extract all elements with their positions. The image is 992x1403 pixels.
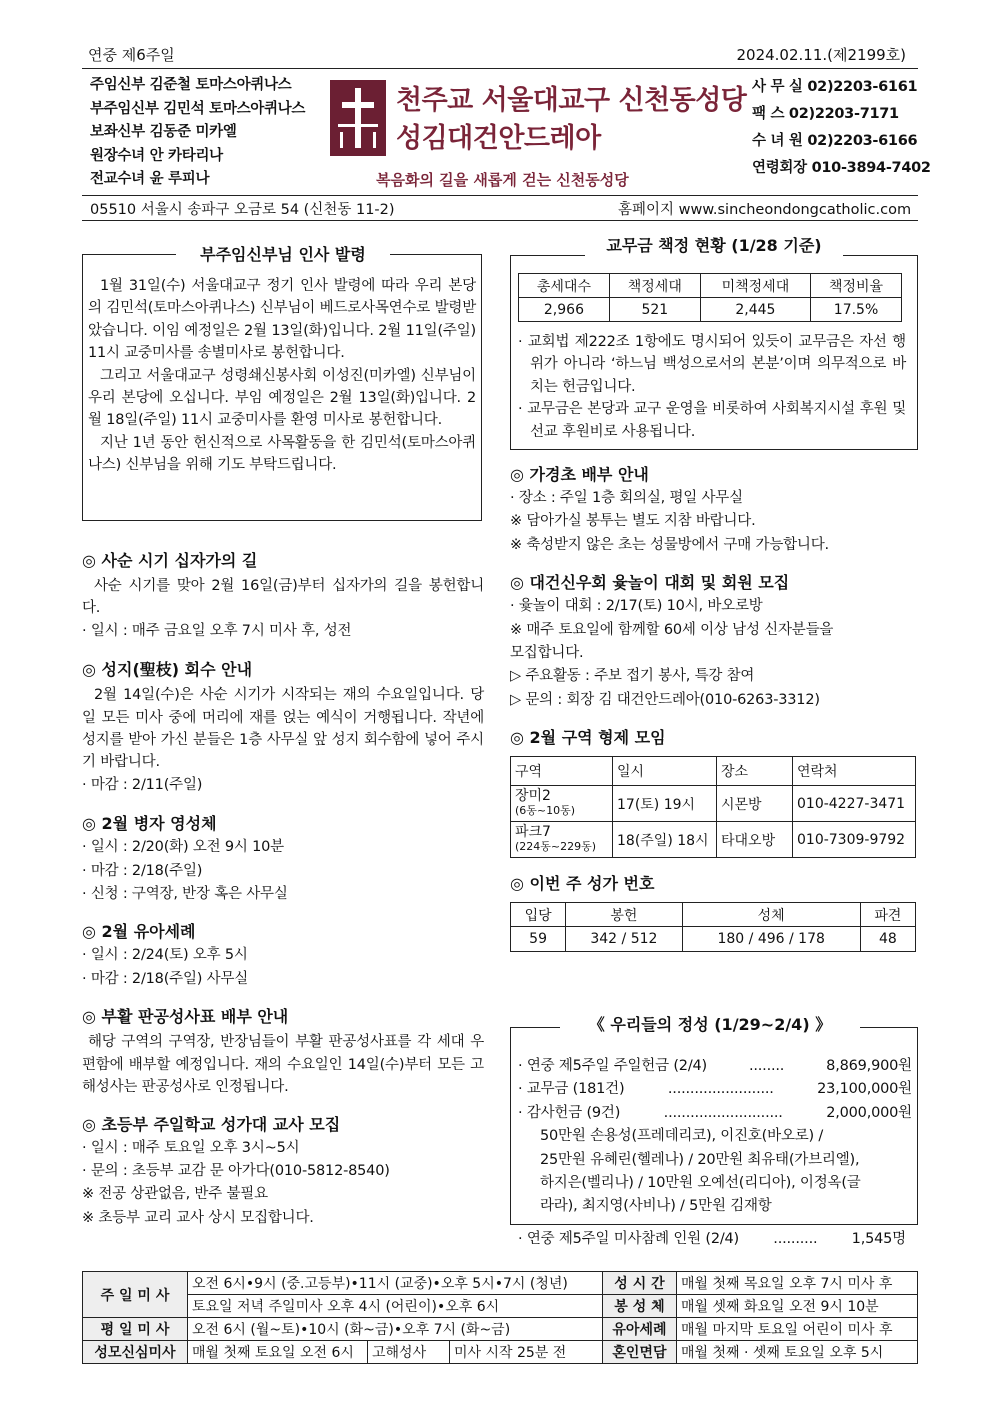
attendance-label: · 연중 제5주일 미사참례 인원 (2/4) xyxy=(518,1231,740,1247)
parish-title: 천주교 서울대교구 신천동성당 xyxy=(396,85,747,116)
district-area xyxy=(511,786,613,822)
yut-section xyxy=(510,571,920,712)
address: 05510 서울시 송파구 오금로 54 (신천동 11-2) xyxy=(90,202,395,218)
infant-baptism-label: 유아세례 xyxy=(602,1318,676,1341)
easter-confession-section xyxy=(82,1005,484,1098)
hymn-number: 48 xyxy=(860,927,915,952)
district-place: 시몬방 xyxy=(717,786,793,822)
attendance-line xyxy=(518,1228,906,1251)
palms-section xyxy=(82,658,484,797)
section-item: · 일시 : 매주 금요일 오후 7시 미사 후, 성전 xyxy=(82,622,352,639)
district-table xyxy=(510,756,916,858)
section-title: ◎ 대건신우회 윷놀이 대회 및 회원 모집 xyxy=(510,573,790,593)
divider xyxy=(82,220,918,221)
offering-line xyxy=(518,1055,912,1078)
staff-assistant: 보좌신부 김동준 미카엘 xyxy=(90,124,237,140)
section-title: ◎ 이번 주 성가 번호 xyxy=(510,874,655,894)
hymn-table xyxy=(510,902,916,952)
marriage-times: 매월 첫째 · 셋째 토요일 오후 5시 xyxy=(676,1341,917,1364)
adoration-label: 봉 성 체 xyxy=(602,1295,676,1318)
section-item: · 윷놀이 대회 : 2/17(토) 10시, 바오로방 xyxy=(510,598,763,615)
hymn-header: 파견 xyxy=(860,903,915,927)
contact-funeral: 연령회장 010-3894-7402 xyxy=(752,160,931,176)
week-label: 연중 제6주일 xyxy=(88,46,175,64)
offerings-list xyxy=(518,1055,912,1219)
dues-table xyxy=(518,273,902,322)
district-header: 연락처 xyxy=(793,757,916,786)
dues-header: 미책정세대 xyxy=(700,274,810,298)
section-title: ◎ 2월 구역 형제 모임 xyxy=(510,728,666,748)
saturday-vigil-times: 토요일 저녁 주일미사 오후 4시 (어린이)•오후 6시 xyxy=(188,1295,603,1318)
district-time: 17(토) 19시 xyxy=(613,786,717,822)
offering-dots: ........ xyxy=(748,1058,785,1074)
section-item: ▷ 문의 : 회장 김 대건안드레아(010-6263-3312) xyxy=(510,691,820,708)
district-time: 18(주일) 18시 xyxy=(613,822,717,858)
offerings-title: 《 우리들의 정성 (1/29~2/4) 》 xyxy=(560,1013,860,1037)
right-column xyxy=(510,463,920,952)
section-item: · 신청 : 구역장, 반장 혹은 사무실 xyxy=(82,886,288,903)
district-area xyxy=(511,822,613,858)
marian-mass-times: 매월 첫째 토요일 오전 6시 xyxy=(188,1341,368,1364)
district-place: 타대오방 xyxy=(717,822,793,858)
section-item: ※ 축성받지 않은 초는 성물방에서 구매 가능합니다. xyxy=(510,536,829,553)
stations-section xyxy=(82,549,484,643)
district-header: 장소 xyxy=(717,757,793,786)
section-title: ◎ 초등부 주일학교 성가대 교사 모집 xyxy=(82,1114,341,1134)
section-title: ◎ 2월 유아세례 xyxy=(82,922,196,942)
staff-pastor: 주임신부 김준철 토마스아퀴나스 xyxy=(90,77,292,93)
confession-label: 고해성사 xyxy=(368,1341,450,1364)
staff-associate: 부주임신부 김민석 토마스아퀴나스 xyxy=(90,100,306,117)
district-header: 일시 xyxy=(613,757,717,786)
attendance-amount: 1,545명 xyxy=(851,1231,906,1247)
hymn-number: 59 xyxy=(511,927,566,952)
section-item: · 장소 : 주일 1층 회의실, 평일 사무실 xyxy=(510,490,743,506)
district-phone: 010-4227-3471 xyxy=(793,786,916,822)
issue-date: 2024.02.11.(제2199호) xyxy=(736,46,906,64)
marian-mass-label: 성모신심미사 xyxy=(83,1341,188,1364)
hymn-header: 봉헌 xyxy=(566,903,682,927)
offering-amount: 8,869,900원 xyxy=(826,1058,912,1074)
staff-head-sister: 원장수녀 안 카타리나 xyxy=(90,147,223,164)
dues-title: 교무금 책정 현황 (1/28 기준) xyxy=(585,234,843,258)
homepage-link[interactable]: 홈페이지 www.sincheondongcatholic.com xyxy=(618,202,912,218)
sunday-mass-label: 주 일 미 사 xyxy=(83,1272,188,1318)
parish-slogan: 복음화의 길을 새롭게 걷는 신천동성당 xyxy=(376,171,629,189)
dues-header: 책정세대 xyxy=(609,274,700,298)
hymn-header: 성체 xyxy=(682,903,860,927)
infant-baptism-section xyxy=(82,920,484,991)
dues-value: 17.5% xyxy=(811,298,902,322)
section-item: · 문의 : 초등부 교감 문 아가다(010-5812-8540) xyxy=(82,1162,390,1179)
section-item: ※ 매주 토요일에 함께할 60세 이상 남성 신자분들을 xyxy=(510,621,834,638)
area-range: (224동~229동) xyxy=(515,840,597,854)
dues-value: 2,966 xyxy=(519,298,610,322)
section-title: ◎ 부활 판공성사표 배부 안내 xyxy=(82,1007,289,1027)
section-body: 해당 구역의 구역장, 반장님들이 부활 판공성사표를 각 세대 우편함에 배부할 예정입니다. 재의 수요일인 14일(수)부터 모든 고해성사는 판공성사로 인정됩니다. xyxy=(82,1034,484,1096)
adoration-times: 매월 셋째 화요일 오전 9시 10분 xyxy=(676,1295,917,1318)
section-body: 2월 14일(수)은 사순 시기가 시작되는 재의 수요일입니다. 당일 모든 미사 중에 머리에 재를 얹는 예식이 거행됩니다. 작년에 성지를 받아 가신 분들은 1층 사무실 앞 성지 회수함에 넣어 주시기 바랍니다. xyxy=(82,687,484,771)
offering-dots: ........................ xyxy=(667,1081,774,1098)
section-item: · 마감 : 2/18(주일) 사무실 xyxy=(82,970,249,987)
area-name: 장미2 xyxy=(515,788,551,805)
candle-section xyxy=(510,463,920,557)
section-item: · 일시 : 2/24(토) 오후 5시 xyxy=(82,947,248,964)
section-item: ▷ 주요활동 : 주보 접기 봉사, 특강 참여 xyxy=(510,668,755,685)
dues-value: 2,445 xyxy=(700,298,810,322)
divider xyxy=(82,195,918,196)
donor-line: 라라), 최지영(사비나) / 5만원 김재항 xyxy=(540,1198,772,1215)
appointment-paragraph: 지난 1년 동안 헌신적으로 사목활동을 한 김민석(토마스아퀴나스) 신부님을 위해 기도 부탁드립니다. xyxy=(88,434,476,474)
left-column xyxy=(82,549,484,1230)
section-item: · 일시 : 2/20(화) 오전 9시 10분 xyxy=(82,839,284,856)
section-item: ※ 초등부 교리 교사 상시 모집합니다. xyxy=(82,1209,314,1226)
infant-baptism-times: 매월 마지막 토요일 어린이 미사 후 xyxy=(676,1318,917,1341)
offering-line xyxy=(518,1078,912,1101)
area-name: 파크7 xyxy=(515,824,551,841)
offering-amount: 2,000,000원 xyxy=(826,1104,912,1121)
section-title: ◎ 사순 시기 십자가의 길 xyxy=(82,551,258,570)
hymn-section xyxy=(510,872,920,952)
offering-dots: ........................... xyxy=(663,1104,783,1121)
district-header: 구역 xyxy=(511,757,613,786)
section-item: · 일시 : 매주 토요일 오후 3시~5시 xyxy=(82,1139,300,1156)
contact-convent: 수 녀 원 02)2203-6166 xyxy=(752,133,918,149)
donor-line: 50만원 손용성(프레데리코), 이진호(바오로) / xyxy=(540,1128,824,1145)
weekday-mass-label: 평 일 미 사 xyxy=(83,1318,188,1341)
weekday-mass-times: 오전 6시 (월~토)•10시 (화~금)•오후 7시 (화~금) xyxy=(188,1318,603,1341)
appointment-body xyxy=(88,275,476,477)
district-section xyxy=(510,726,920,858)
offering-label: · 감사헌금 (9건) xyxy=(518,1104,621,1121)
marriage-label: 혼인면담 xyxy=(602,1341,676,1364)
donor-list xyxy=(518,1125,912,1219)
hymn-number: 180 / 496 / 178 xyxy=(682,927,860,952)
contact-list xyxy=(752,74,931,182)
section-item: · 마감 : 2/11(주일) xyxy=(82,776,203,793)
dues-note: · 교회법 제222조 1항에도 명시되어 있듯이 교무금은 자선 행위가 아니라 ‘하느님 백성으로서의 본분’이며 의무적으로 바치는 헌금입니다. xyxy=(518,334,906,395)
cross-icon xyxy=(330,80,386,156)
dues-value: 521 xyxy=(609,298,700,322)
section-item: 모집합니다. xyxy=(510,645,584,662)
mass-schedule xyxy=(82,1271,918,1364)
attendance-dots: .......... xyxy=(773,1231,818,1247)
holy-hour-times: 매월 첫째 목요일 오후 7시 미사 후 xyxy=(676,1272,917,1295)
contact-office: 사 무 실 02)2203-6161 xyxy=(752,79,918,95)
donor-line: 25만원 유혜린(헬레나) / 20만원 최유태(가브리엘), xyxy=(540,1151,860,1168)
choir-recruit-section xyxy=(82,1113,484,1231)
appointment-paragraph: 그리고 서울대교구 성령쇄신봉사회 이성진(미카엘) 신부님이 우리 본당에 오십니다. 부임 예정일은 2월 13일(화)입니다. 2월 18일(주일) 11시 교중미사를 환영 미사로 봉헌합니다. xyxy=(88,367,476,429)
contact-fax: 팩 스 02)2203-7171 xyxy=(752,106,899,122)
sick-communion-section xyxy=(82,812,484,906)
area-range: (6동~10동) xyxy=(515,804,576,818)
district-phone: 010-7309-9792 xyxy=(793,822,916,858)
section-body: 사순 시기를 맞아 2월 16일(금)부터 십자가의 길을 봉헌합니다. xyxy=(82,578,484,617)
confession-times: 미사 시작 25분 전 xyxy=(450,1341,603,1364)
offering-label: · 교무금 (181건) xyxy=(518,1081,625,1098)
section-item: ※ 담아가실 봉투는 별도 지참 바랍니다. xyxy=(510,513,756,530)
staff-mission-sister: 전교수녀 윤 루피나 xyxy=(90,171,210,187)
offering-label: · 연중 제5주일 주일헌금 (2/4) xyxy=(518,1058,707,1074)
dues-header: 총세대수 xyxy=(519,274,610,298)
section-title: ◎ 성지(聖枝) 회수 안내 xyxy=(82,660,253,680)
divider xyxy=(82,68,918,69)
section-title: ◎ 가경초 배부 안내 xyxy=(510,465,649,484)
staff-list xyxy=(90,74,305,192)
appointment-paragraph: 1월 31일(수) 서울대교구 정기 인사 발령에 따라 우리 본당의 김민석(토마스아퀴나스) 신부님이 베드로사목연수로 발령받았습니다. 이임 예정일은 2월 13일(화)입니다. 2월 11일(주일) 11시 교중미사를 송별미사로 봉헌합니다. xyxy=(88,278,476,362)
section-item: ※ 전공 상관없음, 반주 불필요 xyxy=(82,1186,268,1203)
parish-logo xyxy=(330,80,386,156)
offering-amount: 23,100,000원 xyxy=(817,1081,912,1098)
hymn-header: 입당 xyxy=(511,903,566,927)
offering-line xyxy=(518,1102,912,1125)
hymn-number: 342 / 512 xyxy=(566,927,682,952)
section-item: · 마감 : 2/18(주일) xyxy=(82,862,203,879)
dues-notes xyxy=(518,331,906,443)
parish-patron: 성김대건안드레아 xyxy=(396,123,601,154)
holy-hour-label: 성 시 간 xyxy=(602,1272,676,1295)
dues-note: · 교무금은 본당과 교구 운영을 비롯하여 사회복지시설 후원 및 선교 후원비로 사용됩니다. xyxy=(518,401,906,440)
dues-header: 책정비율 xyxy=(811,274,902,298)
appointment-title: 부주임신부님 인사 발령 xyxy=(176,243,390,267)
donor-line: 하지은(벨리나) / 10만원 오예선(리디아), 이정옥(글 xyxy=(540,1175,861,1192)
section-title: ◎ 2월 병자 영성체 xyxy=(82,814,217,834)
sunday-mass-times: 오전 6시•9시 (중.고등부)•11시 (교중)•오후 5시•7시 (청년) xyxy=(188,1272,603,1295)
